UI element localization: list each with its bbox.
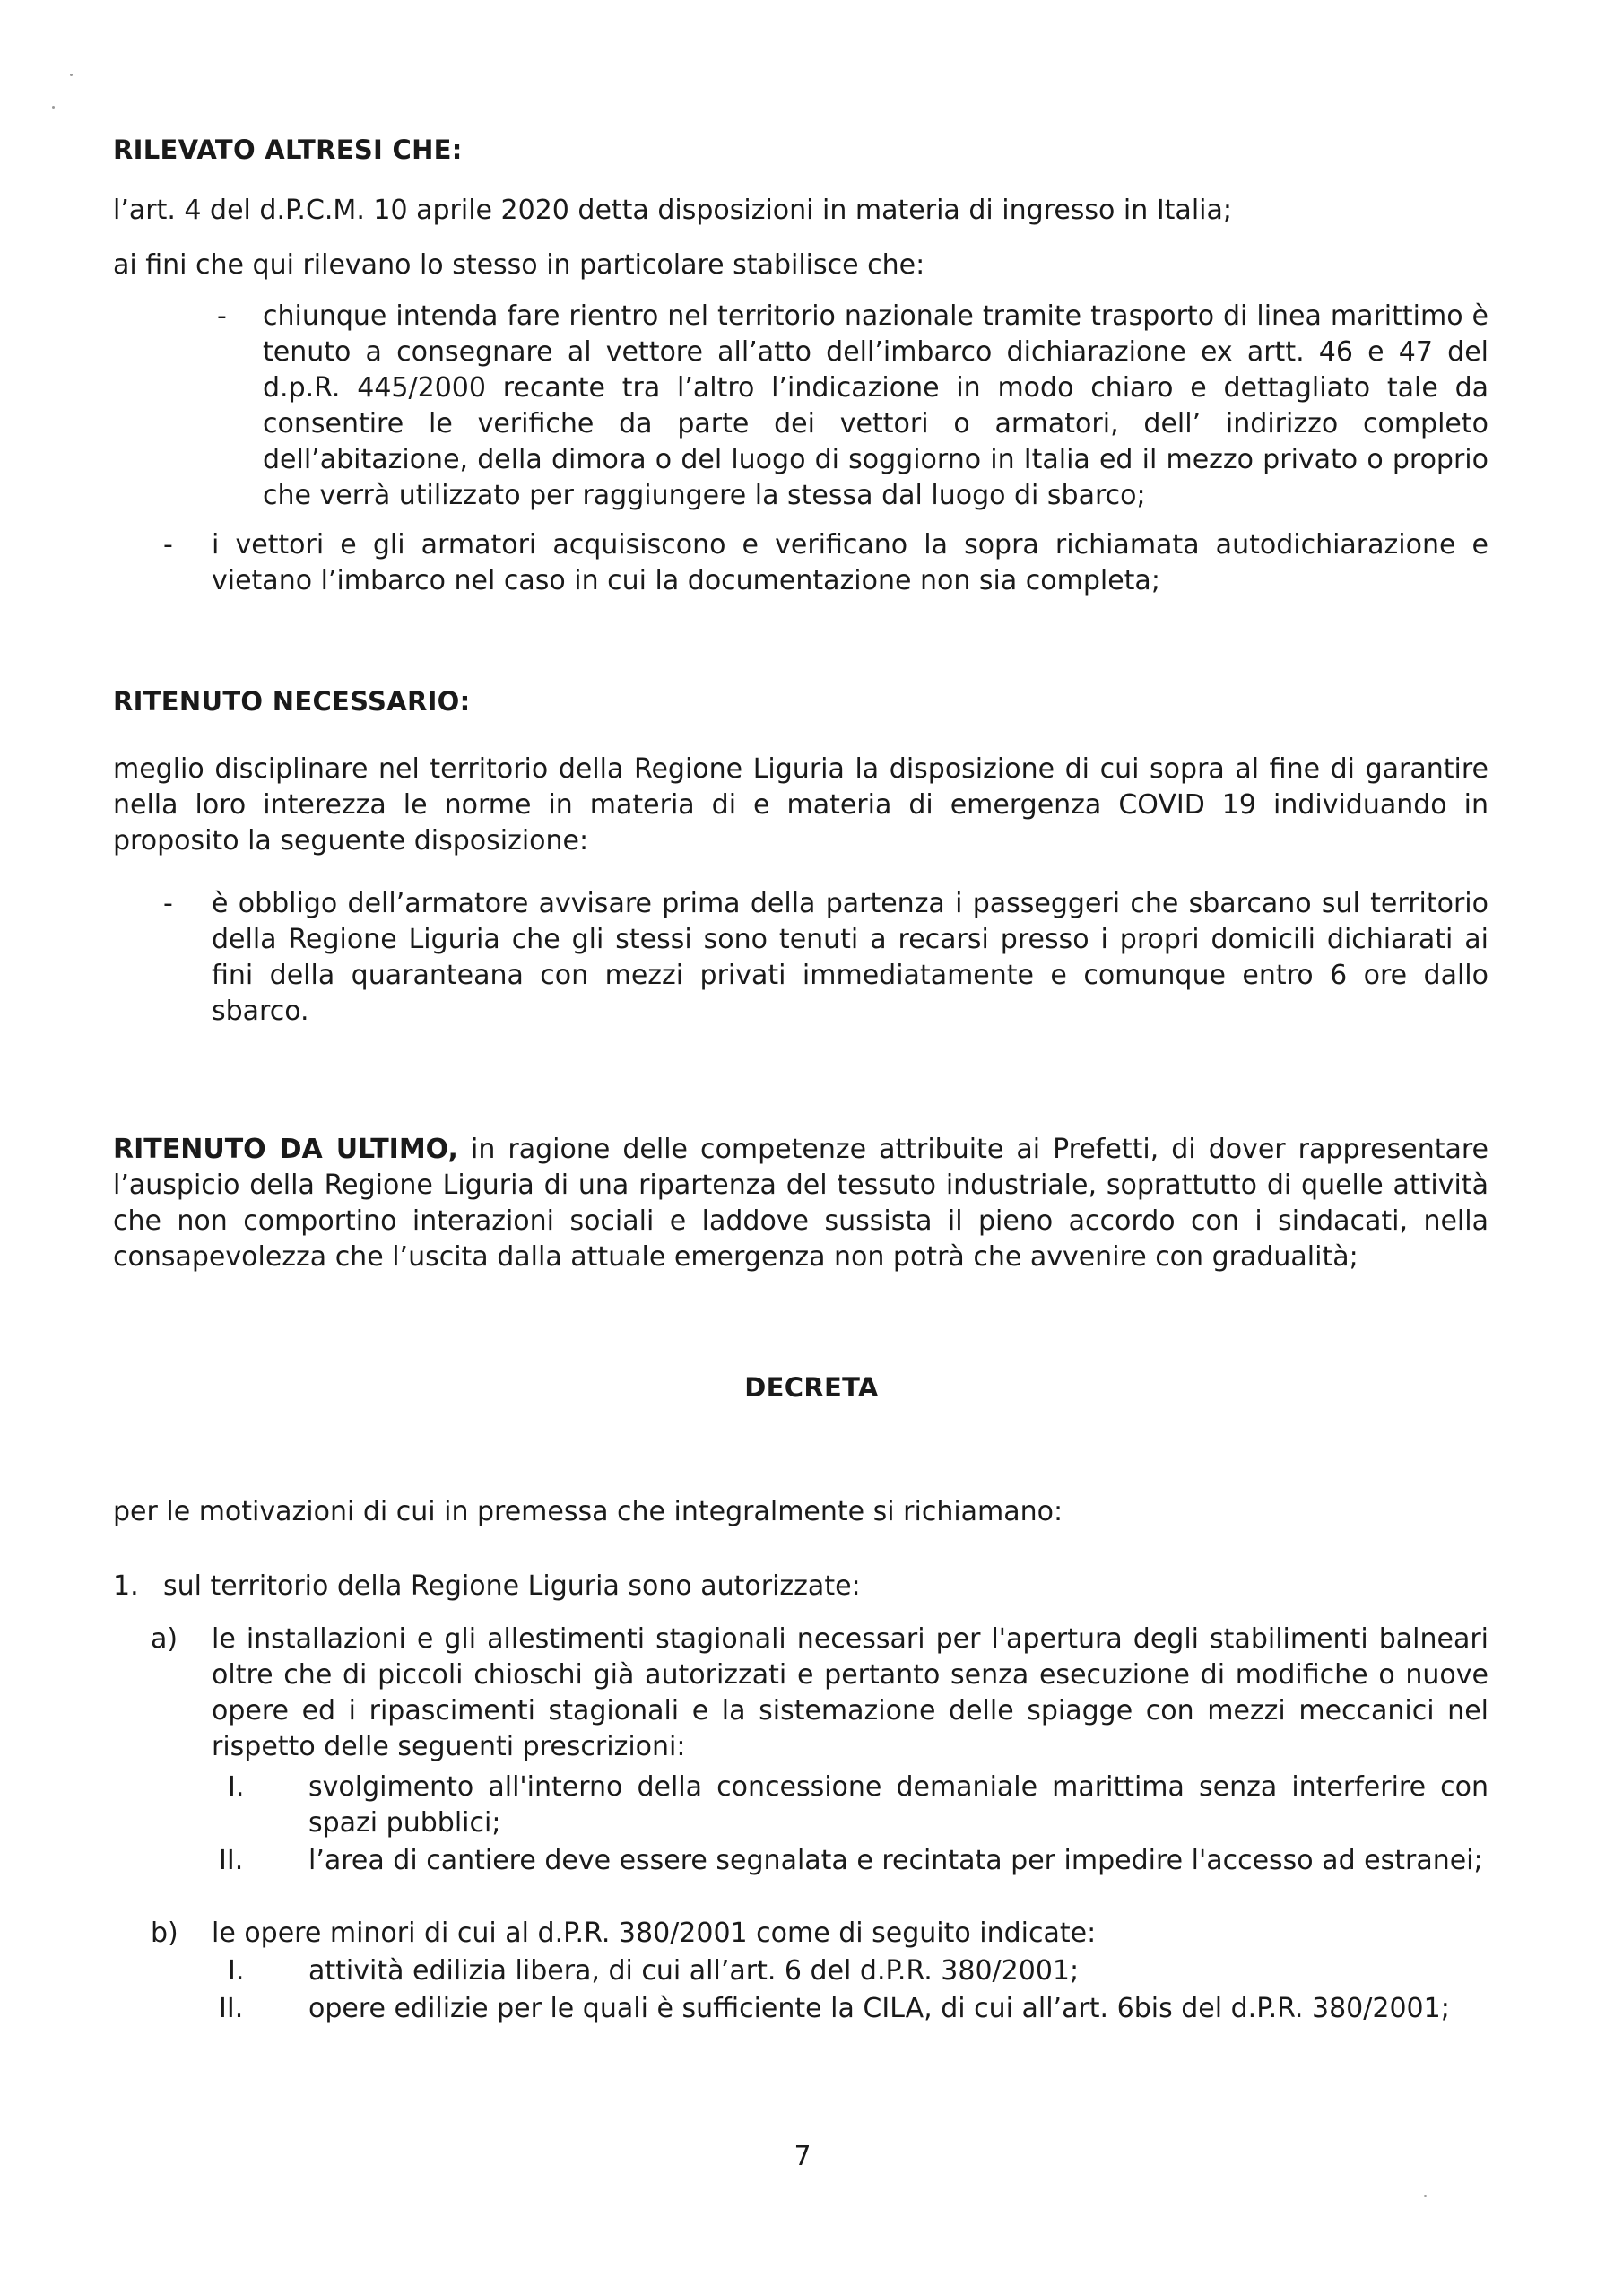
rilevato-line-2: ai fini che qui rilevano lo stesso in particolare stabilisce che: — [113, 249, 925, 281]
bullet-marker: - — [163, 529, 173, 561]
section-heading-rilevato: RILEVATO ALTRESI CHE: — [113, 135, 463, 165]
decreta-intro: per le motivazioni di cui in premessa che integralmente si richiamano: — [113, 1496, 1063, 1527]
page-number: 7 — [794, 2141, 812, 2172]
sub-a-item-1-marker: I. — [228, 1771, 245, 1803]
scan-speck — [70, 74, 73, 76]
scan-speck — [52, 106, 55, 109]
decreta-heading: DECRETA — [744, 1372, 879, 1403]
ritenuto-necessario-bullet: è obbligo dell’armatore avvisare prima della partenza i passeggeri che sbarcano sul territorio della Regione Liguria che gli stessi sono tenuti a recarsi presso i propri domicili dichiarati ai fini della quaranteana con mezzi privati immediatamente e comunque entro 6 ore dallo sbarco. — [212, 888, 1488, 1027]
sub-a-text: le installazioni e gli allestimenti stagionali necessari per l'apertura degli stabilimenti balneari oltre che di piccoli chioschi già autorizzati e pertanto senza esecuzione di modifiche o nuove opere ed i ripascimenti stagionali e la sistemazione delle spiagge con mezzi meccanici nel rispetto delle seguenti prescrizioni: — [212, 1623, 1488, 1762]
ritenuto-ultimo-lead: RITENUTO DA ULTIMO, — [113, 1134, 458, 1165]
sub-b-item-2-marker: II. — [219, 1993, 244, 2024]
ritenuto-necessario-paragraph: meglio disciplinare nel territorio della Regione Liguria la disposizione di cui sopra al fine di garantire nella loro interezza le norme in materia di e materia di emergenza COVID 19 individuando in proposito la seguente disposizione: — [113, 753, 1488, 857]
sub-b-text: le opere minori di cui al d.P.R. 380/2001 come di seguito indicate: — [212, 1918, 1097, 1949]
bullet-marker: - — [217, 300, 227, 332]
rilevato-line-1: l’art. 4 del d.P.C.M. 10 aprile 2020 detta disposizioni in materia di ingresso in Italia; — [113, 195, 1232, 226]
sub-a-item-2-marker: II. — [219, 1845, 244, 1876]
sub-a-item-1-text: svolgimento all'interno della concessione demaniale marittima senza interferire con spazi pubblici; — [308, 1771, 1488, 1839]
ritenuto-ultimo-paragraph — [113, 1132, 1488, 1275]
item-1-number: 1. — [113, 1570, 139, 1602]
sub-b-marker: b) — [151, 1918, 178, 1949]
rilevato-bullet-2: i vettori e gli armatori acquisiscono e verificano la sopra richiamata autodichiarazione e vietano l’imbarco nel caso in cui la documentazione non sia completa; — [212, 529, 1488, 596]
sub-b-item-2-text: opere edilizie per le quali è sufficiente la CILA, di cui all’art. 6bis del d.P.R. 380/2001; — [308, 1993, 1450, 2024]
sub-b-item-1-marker: I. — [228, 1955, 245, 1987]
item-1-text: sul territorio della Regione Liguria sono autorizzate: — [163, 1570, 861, 1602]
sub-a-marker: a) — [151, 1623, 178, 1655]
scan-speck — [1424, 2195, 1427, 2197]
sub-b-item-1-text: attività edilizia libera, di cui all’art. 6 del d.P.R. 380/2001; — [308, 1955, 1080, 1987]
ritenuto-ultimo-text: in ragione delle competenze attribuite ai Prefetti, di dover rappresentare l’auspicio della Regione Liguria di una ripartenza del tessuto industriale, soprattutto di quelle attività che non comportino interazioni sociali e laddove sussista il pieno accordo con i sindacati, nella consapevolezza che l’uscita dalla attuale emergenza non potrà che avvenire con gradualità; — [113, 1134, 1489, 1273]
section-heading-ritenuto-necessario: RITENUTO NECESSARIO: — [113, 686, 471, 717]
rilevato-bullet-1: chiunque intenda fare rientro nel territorio nazionale tramite trasporto di linea marittimo è tenuto a consegnare al vettore all’atto dell’imbarco dichiarazione ex artt. 46 e 47 del d.p.R. 445/2000 recante tra l’altro l’indicazione in modo chiaro e dettagliato tale da consentire le verifiche da parte dei vettori o armatori, dell’ indirizzo completo dell’abitazione, della dimora o del luogo di soggiorno in Italia ed il mezzo privato o proprio che verrà utilizzato per raggiungere la stessa dal luogo di sbarco; — [263, 300, 1488, 511]
bullet-marker: - — [163, 888, 173, 919]
sub-a-item-2-text: l’area di cantiere deve essere segnalata e recintata per impedire l'accesso ad estranei; — [308, 1845, 1483, 1876]
